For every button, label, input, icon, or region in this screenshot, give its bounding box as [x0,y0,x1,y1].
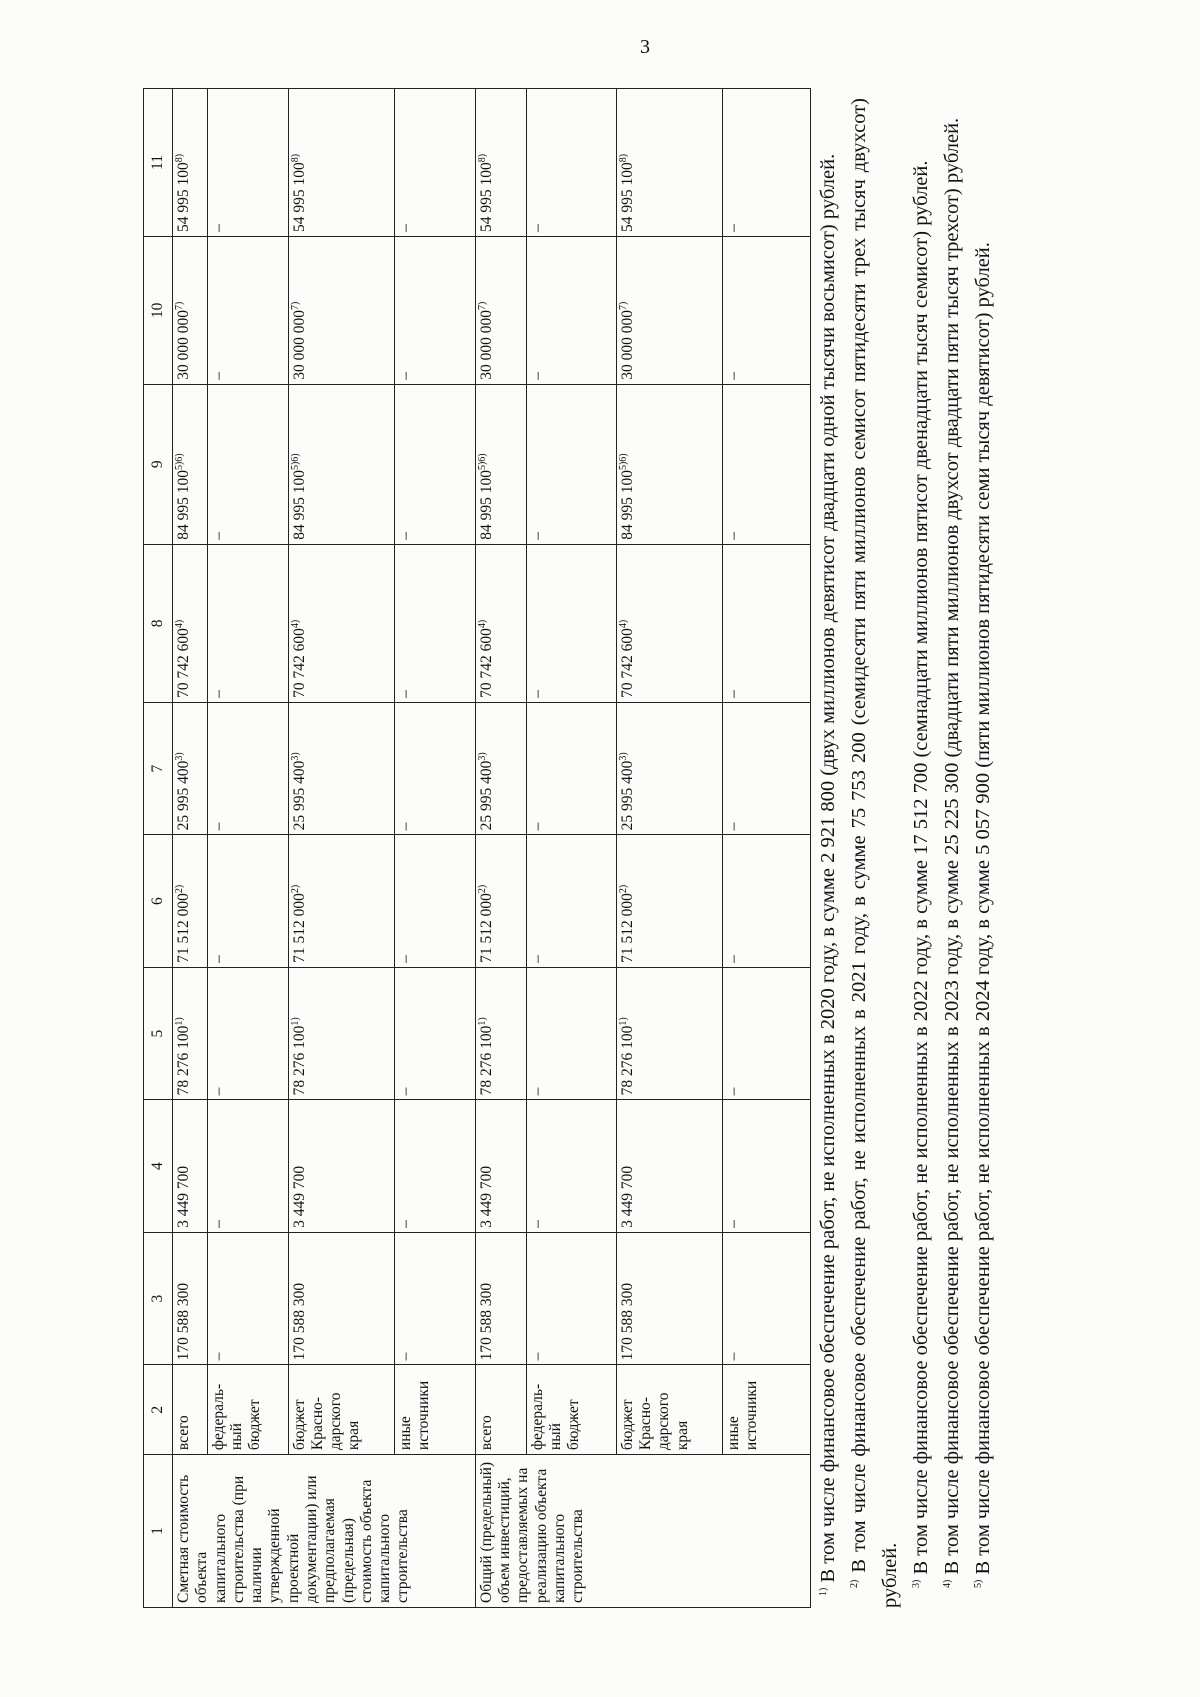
amount-value: – [528,955,546,963]
footnote-mark: 2) [849,1579,861,1588]
footnote-ref: 1) [617,1017,629,1026]
amount-value: 70 742 600 [477,628,495,698]
footnote-ref: 8) [617,153,629,163]
amount-cell [394,835,475,968]
amount-value: – [725,690,743,698]
amount-value: 71 512 000 [618,893,636,963]
header-row [144,89,173,1608]
amount-value: 3 449 700 [290,1165,308,1228]
amount-cell [207,89,288,237]
amount-cell [723,236,811,384]
amount-value: – [209,224,227,232]
amount-value: – [396,955,414,963]
amount-value: – [396,224,414,232]
amount-value: – [396,822,414,831]
amount-cell [394,544,475,702]
amount-value: – [528,1220,546,1228]
amount-cell [526,384,616,544]
funding-source: иные источники [723,1365,811,1455]
amount-cell [173,89,208,237]
footnote-ref: 2) [476,884,488,894]
amount-cell [288,236,394,384]
amount-value: – [209,532,227,540]
amount-value: – [396,1352,414,1361]
footnote-ref: 4) [173,619,185,629]
amount-cell [288,1232,394,1365]
amount-value: 170 588 300 [175,1282,192,1361]
funding-source: федераль-ный бюджет [207,1365,288,1455]
footnote-text: В том числе финансовое обеспечение работ, не исполненных в 2020 году, в сумме 2 921 800 (двух миллионов девятисот двадцати одной тысячи восьмисот) рублей. [817,153,839,1588]
amount-cell [616,702,722,835]
amount-value: – [528,690,546,698]
amount-cell [475,236,526,384]
funding-source: всего [475,1365,526,1455]
amount-value: – [725,955,743,963]
amount-value: 84 995 100 [618,470,636,540]
footnote-ref: 3) [617,752,629,761]
footnote-ref: 1) [289,1017,301,1026]
amount-cell [207,384,288,544]
amount-cell [173,835,208,968]
amount-cell [526,544,616,702]
amount-value: – [725,822,743,831]
amount-value: – [396,1220,414,1228]
amount-value: – [725,1087,743,1096]
amount-value: – [725,532,743,540]
amount-cell [475,967,526,1100]
amount-value: – [528,822,546,831]
amount-value: 54 995 100 [290,162,308,232]
col-header-2: 2 [144,1365,173,1455]
funding-source: бюджет Красно-дарского края [616,1365,722,1455]
footnote-mark: 5) [973,1579,985,1588]
amount-value: 78 276 100 [290,1025,308,1096]
table-row [207,89,288,1608]
amount-cell [723,835,811,968]
footnote-ref: 4) [617,619,629,629]
footnote-ref: 4) [289,619,301,629]
amount-cell [207,236,288,384]
amount-value: 25 995 400 [290,760,308,831]
amount-cell [288,835,394,968]
amount-cell [173,702,208,835]
amount-value: 84 995 100 [290,470,308,540]
amount-cell [475,835,526,968]
amount-cell [526,702,616,835]
amount-cell [394,1232,475,1365]
amount-cell [723,967,811,1100]
col-header-11: 11 [144,89,173,237]
amount-value: – [528,1352,546,1361]
footnote-ref: 7) [476,301,488,310]
amount-value: 70 742 600 [175,628,192,698]
amount-cell [475,1232,526,1365]
amount-value: 70 742 600 [290,628,308,698]
amount-cell [173,236,208,384]
amount-value: 3 449 700 [477,1165,495,1228]
footnote-ref: 8) [476,153,488,163]
page-number: 3 [640,36,650,58]
amount-cell [616,384,722,544]
row-group-label: Сметная стоимость объекта капитального строительства (при наличии утвержденной проектной документации) или предполагаемая (предельная) стоимость объекта капитального строительства [173,1455,476,1608]
amount-value: 170 588 300 [290,1282,308,1361]
amount-cell [173,1232,208,1365]
amount-cell [616,1100,722,1233]
amount-cell [394,967,475,1100]
amount-value: 170 588 300 [618,1282,636,1361]
footnote-ref: 3) [173,752,185,761]
footnote-ref: 5)6) [173,453,185,471]
amount-cell [288,967,394,1100]
col-header-7: 7 [144,702,173,835]
footnote-ref: 3) [289,752,301,761]
col-header-1: 1 [144,1455,173,1608]
footnote-ref: 8) [289,153,301,163]
amount-cell [173,384,208,544]
amount-cell [288,702,394,835]
amount-value: – [528,224,546,232]
amount-cell [288,384,394,544]
amount-cell [526,835,616,968]
amount-value: – [209,1220,227,1228]
footnotes [813,98,999,1608]
amount-value: 25 995 400 [618,760,636,831]
amount-cell [616,1232,722,1365]
amount-cell [207,1100,288,1233]
table-row [526,89,616,1608]
funding-source: федераль-ный бюджет [526,1365,616,1455]
amount-cell [526,1232,616,1365]
amount-cell [475,544,526,702]
footnote-ref: 4) [476,619,488,629]
amount-cell [207,835,288,968]
amount-cell [723,1232,811,1365]
amount-cell [723,1100,811,1233]
amount-cell [394,236,475,384]
amount-cell [723,89,811,237]
amount-value: – [209,955,227,963]
amount-value: 25 995 400 [175,760,192,831]
table-row [616,89,722,1608]
amount-value: 25 995 400 [477,760,495,831]
amount-cell [288,544,394,702]
amount-value: 54 995 100 [618,162,636,232]
amount-cell [475,1100,526,1233]
amount-cell [526,236,616,384]
amount-value: – [396,372,414,380]
funding-source: иные источники [394,1365,475,1455]
amount-value: 84 995 100 [477,470,495,540]
amount-value: 3 449 700 [175,1165,192,1228]
amount-cell [207,967,288,1100]
amount-value: – [396,1087,414,1096]
amount-value: 71 512 000 [477,893,495,963]
amount-value: – [209,1087,227,1096]
row-group-label: Общий (предельный) объем инвестиций, предоставляемых на реализацию объекта капитального строительства [475,1455,810,1608]
amount-cell [616,236,722,384]
amount-cell [288,1100,394,1233]
amount-value: – [528,1087,546,1096]
amount-cell [394,1100,475,1233]
footnote [813,98,844,1608]
amount-cell [616,967,722,1100]
amount-value: 54 995 100 [175,162,192,232]
amount-cell [723,544,811,702]
footnote-mark: 1) [818,1587,830,1596]
amount-cell [616,544,722,702]
amount-cell [288,89,394,237]
footnote-mark: 3) [911,1579,923,1588]
amount-value: – [209,372,227,380]
table-row [394,89,475,1608]
footnote-ref: 7) [289,301,301,310]
amount-value: – [209,690,227,698]
col-header-8: 8 [144,544,173,702]
amount-value: – [725,1220,743,1228]
amount-value: – [396,690,414,698]
footnote [968,98,999,1608]
rotated-content [143,88,1103,1608]
footnote-text: В том числе финансовое обеспечение работ, не исполненных в 2022 году, в сумме 17 512 700 (семнадцати миллионов пятисот двенадцати тысяч семисот) рублей. [910,160,932,1580]
amount-value: – [528,532,546,540]
amount-cell [616,89,722,237]
amount-value: 78 276 100 [175,1025,192,1096]
amount-value: 3 449 700 [618,1165,636,1228]
amount-value: 78 276 100 [618,1025,636,1096]
amount-value: 30 000 000 [290,310,308,380]
amount-cell [207,1232,288,1365]
table-row [288,89,394,1608]
table-row [723,89,811,1608]
amount-cell [723,702,811,835]
amount-cell [723,384,811,544]
amount-cell [526,89,616,237]
footnote-ref: 8) [173,153,185,163]
footnote-ref: 5)6) [476,453,488,471]
footnote-ref: 2) [289,884,301,894]
footnote-text: В том числе финансовое обеспечение работ, не исполненных в 2021 году, в сумме 75 753 200 (семидесяти пяти миллионов семисот пятидесяти трех тысяч двухсот) рублей. [848,98,901,1608]
financing-table [143,88,811,1608]
footnote-ref: 5)6) [617,453,629,471]
amount-cell [475,702,526,835]
table-row [475,89,526,1608]
footnote-text: В том числе финансовое обеспечение работ, не исполненных в 2023 году, в сумме 25 225 300 (двадцати пяти миллионов двухсот двадцати пяти тысяч трехсот) рублей. [941,117,963,1580]
amount-value: 71 512 000 [290,893,308,963]
amount-value: 70 742 600 [618,628,636,698]
footnote-ref: 7) [173,301,185,310]
footnote-ref: 5)6) [289,453,301,471]
amount-value: – [725,224,743,232]
amount-cell [394,89,475,237]
col-header-10: 10 [144,236,173,384]
funding-source: бюджет Красно-дарского края [288,1365,394,1455]
amount-value: – [725,372,743,380]
col-header-4: 4 [144,1100,173,1233]
amount-value: 30 000 000 [477,310,495,380]
amount-cell [173,967,208,1100]
footnote-ref: 1) [476,1017,488,1026]
amount-cell [173,1100,208,1233]
amount-value: 54 995 100 [477,162,495,232]
table-row [173,89,208,1608]
amount-value: 78 276 100 [477,1025,495,1096]
amount-cell [207,544,288,702]
col-header-9: 9 [144,384,173,544]
amount-value: – [209,1352,227,1361]
amount-cell [173,544,208,702]
footnote-ref: 1) [173,1017,185,1026]
col-header-3: 3 [144,1232,173,1365]
amount-cell [394,384,475,544]
footnote [844,98,906,1608]
footnote-ref: 2) [617,884,629,894]
footnote-ref: 2) [173,884,185,894]
amount-cell [526,1100,616,1233]
amount-value: 30 000 000 [618,310,636,380]
amount-cell [394,702,475,835]
col-header-6: 6 [144,835,173,968]
amount-value: – [528,372,546,380]
amount-cell [475,384,526,544]
footnote-ref: 3) [476,752,488,761]
amount-value: 71 512 000 [175,893,192,963]
footnote-text: В том числе финансовое обеспечение работ, не исполненных в 2024 году, в сумме 5 057 900 (пяти миллионов пятидесяти семи тысяч девятисот) рублей. [972,242,994,1580]
amount-cell [526,967,616,1100]
amount-value: 30 000 000 [175,310,192,380]
amount-cell [616,835,722,968]
footnote [906,98,937,1608]
footnote-ref: 7) [617,301,629,310]
funding-source: всего [173,1365,208,1455]
amount-value: 170 588 300 [477,1282,495,1361]
amount-value: – [725,1352,743,1361]
footnote [937,98,968,1608]
amount-cell [207,702,288,835]
amount-value: 84 995 100 [175,470,192,540]
amount-value: – [209,822,227,831]
amount-cell [475,89,526,237]
amount-value: – [396,532,414,540]
col-header-5: 5 [144,967,173,1100]
footnote-mark: 4) [942,1579,954,1588]
